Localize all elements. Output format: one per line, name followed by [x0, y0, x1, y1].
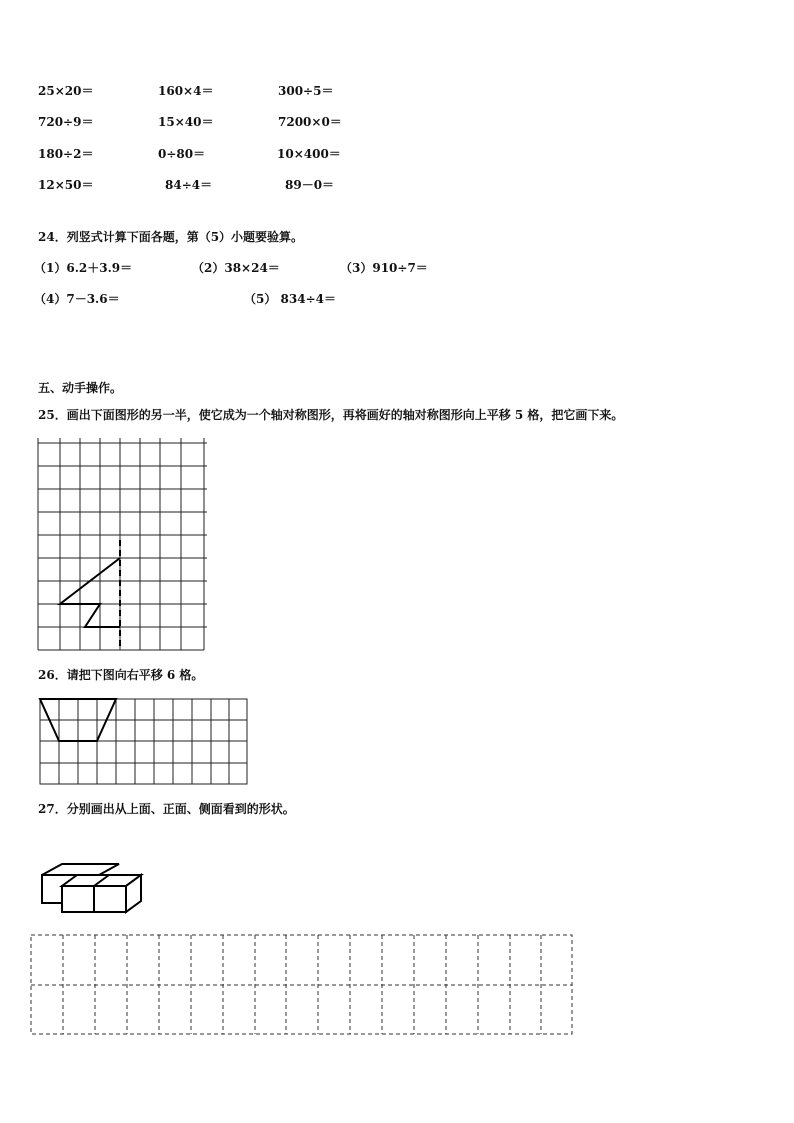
calc-r2-c2: 15×40＝ [158, 115, 214, 129]
half-shape [60, 558, 120, 627]
q25-title: 25．画出下面图形的另一半，使它成为一个轴对称图形，再将画好的轴对称图形向上平移 5 格，把它画下来。 [38, 408, 624, 422]
calc-r1-c2: 160×4＝ [158, 84, 214, 98]
q24-item-3: （3）910÷7＝ [340, 261, 428, 275]
calc-r4-c2: 84÷4＝ [165, 178, 213, 192]
calc-r3-c3: 10×400＝ [277, 147, 341, 161]
q24-item-5: （5） 834÷4＝ [244, 292, 336, 306]
cubes-figure [42, 864, 141, 912]
calc-r4-c1: 12×50＝ [38, 178, 94, 192]
q24-item-4: （4）7－3.6＝ [34, 292, 120, 306]
q26-title: 26．请把下图向右平移 6 格。 [38, 668, 204, 682]
calc-r1-c1: 25×20＝ [38, 84, 94, 98]
q24-title: 24．列竖式计算下面各题，第（5）小题要验算。 [38, 230, 304, 244]
calc-r4-c3: 89－0＝ [285, 178, 335, 192]
calc-r3-c2: 0÷80＝ [158, 147, 206, 161]
q24-item-1: （1）6.2＋3.9＝ [34, 261, 133, 275]
calc-r3-c1: 180÷2＝ [38, 147, 94, 161]
calc-r2-c1: 720÷9＝ [38, 115, 94, 129]
q24-item-2: （2）38×24＝ [192, 261, 280, 275]
q25-grid[interactable] [38, 438, 207, 650]
calc-r2-c3: 7200×0＝ [278, 115, 342, 129]
section-title: 五、动手操作。 [38, 381, 123, 395]
q27-title: 27．分别画出从上面、正面、侧面看到的形状。 [38, 802, 295, 816]
calc-r1-c3: 300÷5＝ [278, 84, 334, 98]
q27-dashed-grid[interactable] [31, 935, 572, 1034]
